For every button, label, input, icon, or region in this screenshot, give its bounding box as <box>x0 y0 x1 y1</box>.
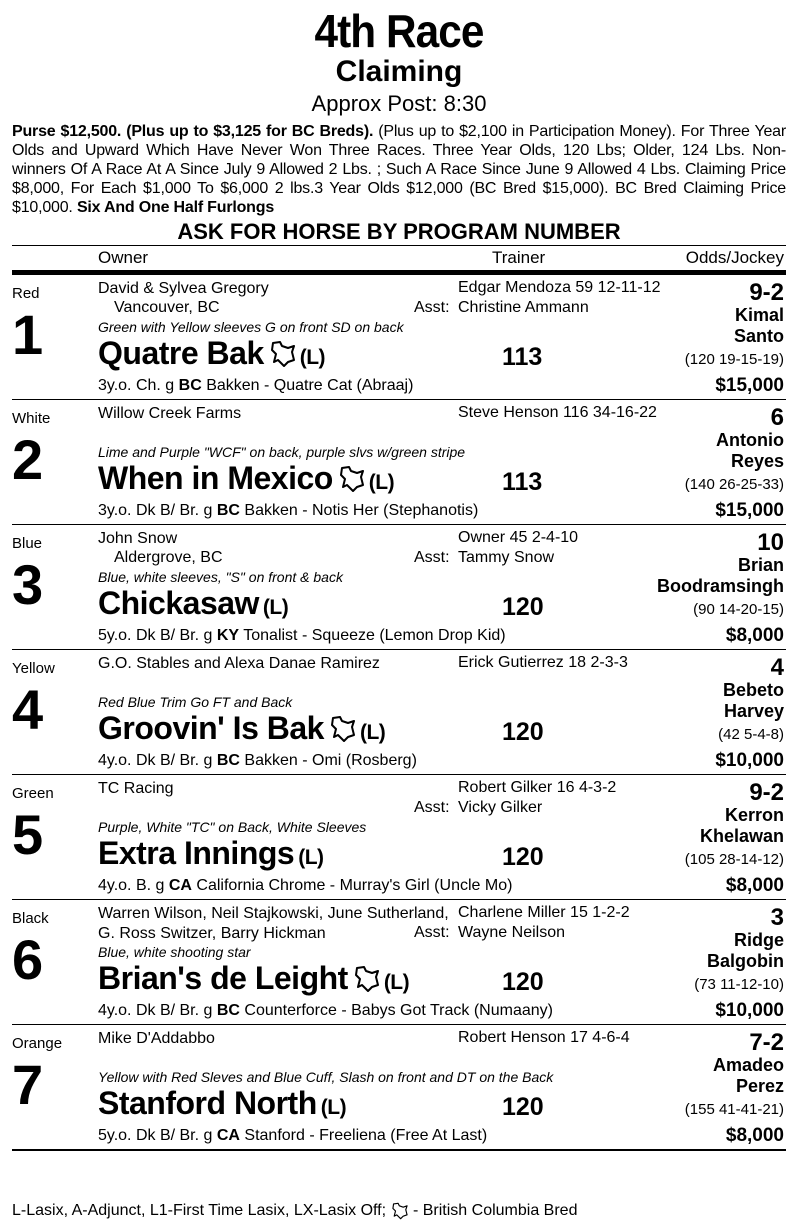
trainer-name: Charlene Miller 15 1-2-2 <box>458 904 630 921</box>
program-number: 5 <box>12 803 44 866</box>
pedigree: Counterforce - Babys Got Track (Numaany) <box>239 1002 553 1019</box>
claiming-price: $10,000 <box>715 1000 784 1021</box>
program-color: Red <box>12 285 40 302</box>
jockey-name: Brian Boodramsingh <box>656 555 784 596</box>
jockey-stats: (73 11-12-10) <box>694 976 784 993</box>
bc-map-icon <box>391 1202 409 1220</box>
pedigree: Bakken - Omi (Rosberg) <box>239 752 417 769</box>
bc-map-icon <box>330 714 356 742</box>
conditions-text: (Plus up to $2,100 in Participation Money). For Three Year Olds and Upward Which Have Never Won Three Races. Three Year Olds, 120 Lbs; Older, 124 Lbs. Non-winners Of A Race At A Since July 9 Allowed 2 Lbs. ; Such A Race Since June 9 Allowed 4 Lbs. Claiming Price $8,000, For Each $1,000 To $6,000 2 lbs.3 Year Olds $12,000 (BC Bred $15,000). BC Bred Claiming Price $10,000. <box>12 123 787 216</box>
jockey-name: Ridge Balgobin <box>707 930 784 971</box>
silks-description: Red Blue Trim Go FT and Back <box>98 694 293 710</box>
horse-name-line <box>98 460 394 498</box>
post-time: Approx Post: 8:30 <box>311 91 487 116</box>
horse-name: Groovin' Is Bak <box>98 710 324 746</box>
weight: 120 <box>502 843 544 871</box>
column-headers <box>12 246 786 275</box>
program-number: 2 <box>12 428 44 491</box>
jockey-stats: (105 28-14-12) <box>684 851 784 868</box>
jockey-stats: (90 14-20-15) <box>693 601 784 618</box>
bc-legend-text: - British Columbia Bred <box>408 1202 578 1220</box>
weight: 113 <box>502 468 543 496</box>
program-color: Blue <box>12 535 43 552</box>
morning-line-odds: 7-2 <box>749 1029 784 1056</box>
age-sex: 4y.o. B. g <box>98 877 169 894</box>
program-number: 4 <box>12 678 44 741</box>
pedigree: Stanford - Freeliena (Free At Last) <box>239 1127 488 1144</box>
claiming-price: $10,000 <box>715 750 784 771</box>
weight: 120 <box>502 968 544 996</box>
jockey-name: Kerron Khelawan <box>699 805 784 846</box>
owner-name: TC Racing <box>98 780 174 797</box>
owner-name: Warren Wilson, Neil Stajkowski, June Sutherland, G. Ross Switzer, Barry Hickman <box>98 905 449 942</box>
assistant-trainer: Vicky Gilker <box>458 799 543 816</box>
silks-description: Lime and Purple "WCF" on back, purple slvs w/green stripe <box>98 444 466 460</box>
assistant-label: Asst: <box>414 299 450 316</box>
jockey-name: Amadeo Perez <box>712 1055 784 1096</box>
claiming-price: $15,000 <box>715 500 784 521</box>
assistant-label: Asst: <box>414 799 450 816</box>
age-sex: 3y.o. Ch. g <box>98 377 179 394</box>
breeding-line <box>98 1127 487 1145</box>
pedigree: Bakken - Notis Her (Stephanotis) <box>239 502 479 519</box>
weight: 113 <box>502 343 543 371</box>
claiming-price: $8,000 <box>725 1125 784 1146</box>
owner-name: John Snow <box>98 530 178 547</box>
legend-footer <box>12 1202 577 1220</box>
lasix-flag: (L) <box>262 596 289 619</box>
owner-name: Mike D'Addabbo <box>98 1030 215 1047</box>
breeding-line <box>98 752 417 770</box>
bc-map-icon <box>270 339 296 367</box>
bred-state: BC <box>216 752 240 769</box>
trainer-name: Robert Gilker 16 4-3-2 <box>458 779 617 796</box>
morning-line-odds: 10 <box>757 529 784 556</box>
trainer-name: Owner 45 2-4-10 <box>458 529 579 546</box>
lasix-flag: (L) <box>298 846 324 869</box>
bc-map-icon <box>354 964 380 992</box>
entry-row <box>12 900 786 1025</box>
age-sex: 4y.o. Dk B/ Br. g <box>98 1002 217 1019</box>
silks-description: Blue, white shooting star <box>98 944 251 960</box>
jockey-stats: (140 26-25-33) <box>684 476 784 493</box>
breeding-line <box>98 1002 553 1020</box>
race-type: Claiming <box>335 55 463 88</box>
owner-city: Aldergrove, BC <box>114 549 223 566</box>
horse-name-line <box>98 835 324 872</box>
weight: 120 <box>502 593 544 621</box>
age-sex: 5y.o. Dk B/ Br. g <box>98 1127 217 1144</box>
odds-jockey-column-header: Odds/Jockey <box>685 248 784 267</box>
morning-line-odds: 3 <box>770 904 784 931</box>
assistant-label: Asst: <box>414 549 450 566</box>
bc-map-icon <box>339 464 365 492</box>
weight: 120 <box>502 1093 544 1121</box>
bred-state: KY <box>216 627 240 644</box>
age-sex: 5y.o. Dk B/ Br. g <box>98 627 217 644</box>
trainer-name: Robert Henson 17 4-6-4 <box>458 1029 630 1046</box>
silks-description: Green with Yellow sleeves G on front SD on back <box>98 319 404 335</box>
entry-row <box>12 775 786 900</box>
bred-state: BC <box>216 502 240 519</box>
assistant-trainer: Wayne Neilson <box>458 924 566 941</box>
bred-state: BC <box>216 1002 240 1019</box>
jockey-stats: (155 41-41-21) <box>684 1101 784 1118</box>
horse-name-line <box>98 710 385 748</box>
entry-row <box>12 275 786 400</box>
assistant-trainer: Tammy Snow <box>458 549 555 566</box>
program-number: 1 <box>12 303 44 366</box>
distance-text: Six And One Half Furlongs <box>76 199 275 216</box>
morning-line-odds: 9-2 <box>749 779 784 806</box>
trainer-name: Steve Henson 116 34-16-22 <box>458 404 657 421</box>
horse-name: Quatre Bak <box>98 335 264 371</box>
breeding-line <box>98 877 512 895</box>
lasix-flag: (L) <box>299 346 326 369</box>
morning-line-odds: 6 <box>770 404 784 431</box>
horse-name: Brian's de Leight <box>98 960 348 996</box>
owner-column-header: Owner <box>98 248 149 267</box>
trainer-name: Erick Gutierrez 18 2-3-3 <box>458 654 628 671</box>
lasix-flag: (L) <box>383 971 410 994</box>
lasix-flag: (L) <box>320 1096 347 1119</box>
jockey-name: Antonio Reyes <box>716 430 784 471</box>
program-color: Black <box>12 910 49 927</box>
claiming-price: $8,000 <box>725 875 784 896</box>
pedigree: California Chrome - Murray's Girl (Uncle Mo) <box>191 877 513 894</box>
trainer-name: Edgar Mendoza 59 12-11-12 <box>458 279 661 296</box>
pedigree: Bakken - Quatre Cat (Abraaj) <box>201 377 414 394</box>
claiming-price: $15,000 <box>715 375 784 396</box>
jockey-name: Bebeto Harvey <box>722 680 784 721</box>
silks-description: Blue, white sleeves, "S" on front & back <box>98 569 343 585</box>
owner-name: G.O. Stables and Alexa Danae Ramirez <box>98 655 380 672</box>
program-color: White <box>12 410 51 427</box>
pedigree: Tonalist - Squeeze (Lemon Drop Kid) <box>239 627 506 644</box>
lasix-flag: (L) <box>359 721 386 744</box>
entry-row <box>12 400 786 525</box>
owner-city: Vancouver, BC <box>114 299 220 316</box>
silks-description: Purple, White "TC" on Back, White Sleeves <box>98 819 367 835</box>
entry-row <box>12 650 786 775</box>
owner-name: Willow Creek Farms <box>98 405 242 422</box>
breeding-line <box>98 502 478 520</box>
horse-name: Extra Innings <box>98 835 295 871</box>
ask-banner: ASK FOR HORSE BY PROGRAM NUMBER <box>12 219 786 246</box>
jockey-stats: (120 19-15-19) <box>684 351 784 368</box>
weight: 120 <box>502 718 544 746</box>
bred-state: BC <box>178 377 202 394</box>
program-color: Yellow <box>12 660 55 677</box>
age-sex: 4y.o. Dk B/ Br. g <box>98 752 217 769</box>
legend-text: L-Lasix, A-Adjunct, L1-First Time Lasix, LX-Lasix Off; <box>12 1202 391 1220</box>
trainer-column-header: Trainer <box>492 248 546 267</box>
horse-name-line <box>98 585 288 622</box>
bred-state: CA <box>216 1127 240 1144</box>
owner-name: David & Sylvea Gregory <box>98 280 269 297</box>
program-color: Green <box>12 785 54 802</box>
claiming-price: $8,000 <box>725 625 784 646</box>
program-number: 7 <box>12 1053 44 1116</box>
entry-row <box>12 525 786 650</box>
breeding-line <box>98 627 506 645</box>
bred-state: CA <box>168 877 192 894</box>
silks-description: Yellow with Red Sleves and Blue Cuff, Slash on front and DT on the Back <box>98 1069 554 1085</box>
horse-name-line <box>98 335 325 373</box>
race-title: 4th Race <box>314 5 484 57</box>
program-number: 3 <box>12 553 44 616</box>
assistant-trainer: Christine Ammann <box>458 299 589 316</box>
assistant-label: Asst: <box>414 924 450 941</box>
entries-list <box>0 275 798 1151</box>
program-number: 6 <box>12 928 44 991</box>
program-color: Orange <box>12 1035 63 1052</box>
horse-name: Stanford North <box>98 1085 317 1121</box>
horse-name-line <box>98 1085 346 1122</box>
horse-name: Chickasaw <box>98 585 259 621</box>
morning-line-odds: 4 <box>770 654 784 681</box>
lasix-flag: (L) <box>368 471 395 494</box>
age-sex: 3y.o. Dk B/ Br. g <box>98 502 217 519</box>
jockey-name: Kimal Santo <box>733 305 784 346</box>
race-header <box>0 6 798 118</box>
race-conditions <box>12 122 786 217</box>
horse-name-line <box>98 960 409 998</box>
morning-line-odds: 9-2 <box>749 279 784 306</box>
breeding-line <box>98 377 413 395</box>
purse-text: Purse $12,500. (Plus up to $3,125 for BC Breds). <box>12 123 374 140</box>
horse-name: When in Mexico <box>98 460 333 496</box>
jockey-stats: (42 5-4-8) <box>718 726 784 743</box>
entry-row <box>12 1025 786 1151</box>
